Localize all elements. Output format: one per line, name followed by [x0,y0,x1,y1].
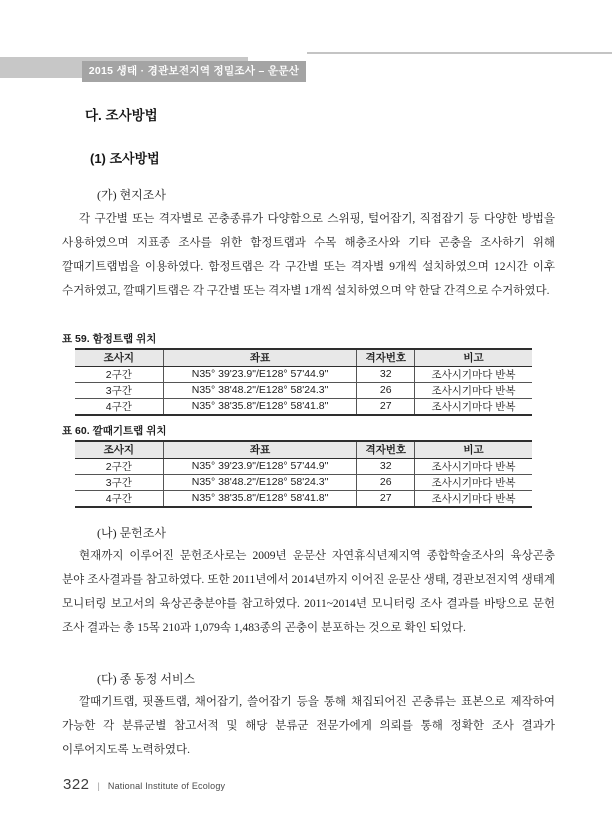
cell-coord: N35° 38'35.8"/E128° 58'41.8" [163,490,357,507]
footer-organization: National Institute of Ecology [107,781,226,791]
cell-grid: 26 [357,382,415,398]
header-rule [307,52,612,54]
table-row [75,382,532,398]
cell-coord: N35° 39'23.9"/E128° 57'44.9" [163,458,357,474]
header-badge: 2015 생태 · 경관보전지역 정밀조사 – 운문산 [82,61,306,82]
page-footer [63,776,225,793]
cell-remark: 조사시기마다 반복 [415,458,532,474]
cell-site: 3구간 [75,474,163,490]
cell-remark: 조사시기마다 반복 [415,366,532,382]
subsection-heading: (1) 조사방법 [90,151,160,166]
cell-remark: 조사시기마다 반복 [415,382,532,398]
cell-coord: N35° 38'35.8"/E128° 58'41.8" [163,398,357,415]
literature-survey-title: (나) 문헌조사 [97,526,166,540]
identification-service-title: (다) 종 동정 서비스 [97,672,196,686]
cell-site: 2구간 [105,460,132,473]
cell-site: 4구간 [75,490,163,507]
field-survey-title: (가) 현지조사 [97,188,166,202]
col-header-grid: 격자번호 [357,441,415,458]
table-row [75,398,532,415]
cell-grid: 32 [357,458,415,474]
cell-coord: N35° 39'23.9"/E128° 57'44.9" [163,366,357,382]
table-row [75,490,532,507]
cell-site: 2구간 [105,368,132,381]
literature-survey-paragraph: 현재까지 이루어진 문헌조사로는 2009년 운문산 자연휴식년제지역 종합학술조사의 육상곤충 분야 조사결과를 참고하였다. 또한 2011년에서 2014년까지 이어진 운문산 생태, 경관보전지역 생태계 모니터링 보고서의 육상곤충분야를 참고하였다. 2011~2014년 모니터링 조사 결과를 바탕으로 문헌 조사 결과는 총 15목 210과 1,079속 1,483종의 곤충이 분포하는 것으로 확인 되었다. [62,550,555,634]
col-header-grid: 격자번호 [357,349,415,366]
table-row [75,474,532,490]
col-header-site: 조사지 [75,441,163,458]
cell-remark: 조사시기마다 반복 [415,490,532,507]
table-row [75,458,532,474]
section-heading: 다. 조사방법 [85,108,158,123]
col-header-coord: 좌표 [163,441,357,458]
funnel-trap-table [75,440,532,508]
footer-separator: | [97,781,100,791]
page-number: 322 [63,776,90,793]
field-survey-paragraph: 각 구간별 또는 격자별로 곤충종류가 다양함으로 스위핑, 털어잡기, 직접잡기 등 다양한 방법을 사용하였으며 지표종 조사를 위한 함정트랩과 수목 해충조사와 기타 곤충을 조사하기 위해 깔때기트랩법을 이용하였다. 함정트랩은 각 구간별 또는 격자별 9개씩 설치하였으며 12시간 이후 수거하였고, 깔때기트랩은 각 구간별 또는 격자별 1개씩 설치하였으며 약 한달 간격으로 수거하였다. [62,213,555,297]
cell-remark: 조사시기마다 반복 [415,398,532,415]
cell-grid: 32 [357,366,415,382]
col-header-coord: 좌표 [163,349,357,366]
col-header-remark: 비고 [415,441,532,458]
cell-coord: N35° 38'48.2"/E128° 58'24.3" [163,474,357,490]
cell-site: 3구간 [75,382,163,398]
cell-coord: N35° 38'48.2"/E128° 58'24.3" [163,382,357,398]
table-header-row [75,349,532,366]
col-header-remark: 비고 [415,349,532,366]
cell-remark: 조사시기마다 반복 [415,474,532,490]
identification-service-paragraph: 깔때기트랩, 핏폴트랩, 채어잡기, 쓸어잡기 등을 통해 채집되어진 곤충류는 표본으로 제작하여 가능한 각 분류군별 참고서적 및 해당 분류군 전문가에게 의뢰를 통해 정확한 조사 결과가 이루어지도록 노력하였다. [62,696,555,756]
col-header-site: 조사지 [75,349,163,366]
cell-grid: 27 [357,398,415,415]
pitfall-trap-table [75,348,532,416]
table59-caption: 표 59. 함정트랩 위치 [62,333,157,345]
table-row [75,366,532,382]
table-header-row [75,441,532,458]
cell-grid: 27 [357,490,415,507]
cell-site: 4구간 [75,398,163,415]
table60-caption: 표 60. 깔때기트랩 위치 [62,425,167,437]
cell-grid: 26 [357,474,415,490]
